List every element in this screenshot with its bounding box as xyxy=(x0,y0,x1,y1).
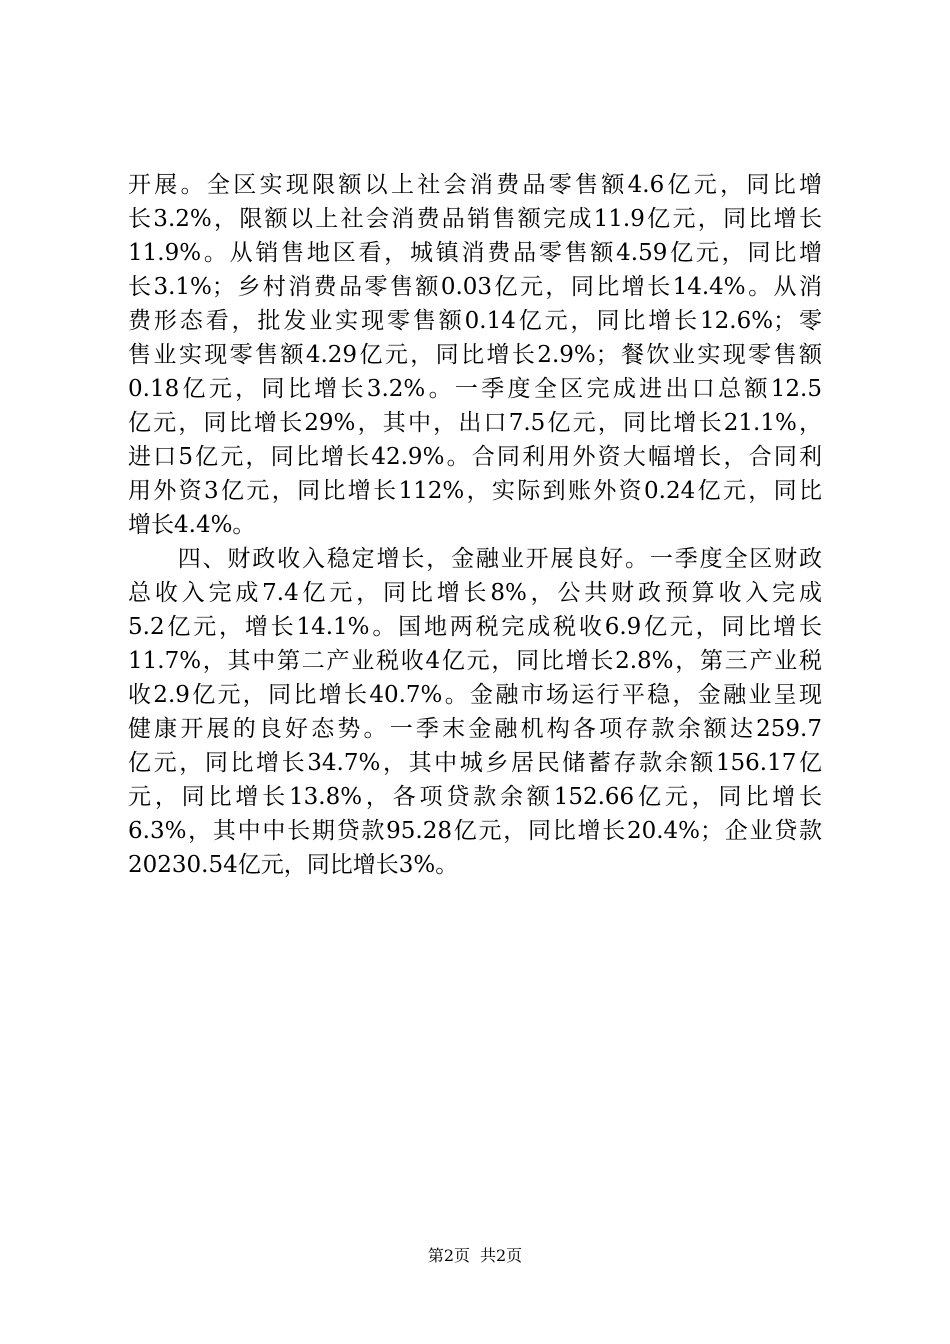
text-line: 亿元，同比增长29%，其中，出口7.5亿元，同比增长21.1%， xyxy=(128,410,822,436)
text-line: 11.9%。从销售地区看，城镇消费品零售额4.59亿元，同比增 xyxy=(128,240,822,266)
page-footer xyxy=(0,1244,950,1268)
page-total: 共2页 xyxy=(480,1246,523,1265)
text-line: 长3.1%；乡村消费品零售额0.03亿元，同比增长14.4%。从消 xyxy=(128,274,822,300)
text-line: 5.2亿元，增长14.1%。国地两税完成税收6.9亿元，同比增长 xyxy=(128,614,822,640)
text-line: 元，同比增长13.8%，各项贷款余额152.66亿元，同比增长 xyxy=(128,784,822,810)
text-line: 0.18亿元，同比增长3.2%。一季度全区完成进出口总额12.5 xyxy=(128,376,822,402)
text-line: 总收入完成7.4亿元，同比增长8%，公共财政预算收入完成 xyxy=(128,580,822,606)
page-number: 第2页 xyxy=(427,1246,470,1265)
text-line: 开展。全区实现限额以上社会消费品零售额4.6亿元，同比增 xyxy=(128,172,822,198)
text-line: 费形态看，批发业实现零售额0.14亿元，同比增长12.6%；零 xyxy=(128,308,822,334)
text-line: 收2.9亿元，同比增长40.7%。金融市场运行平稳，金融业呈现 xyxy=(128,682,822,708)
text-line: 长3.2%，限额以上社会消费品销售额完成11.9亿元，同比增长 xyxy=(128,206,822,232)
text-line: 四、财政收入稳定增长，金融业开展良好。一季度全区财政 xyxy=(128,546,822,572)
text-line: 亿元，同比增长34.7%，其中城乡居民储蓄存款余额156.17亿 xyxy=(128,750,822,776)
body-text xyxy=(128,168,822,882)
paragraph-1 xyxy=(128,168,822,542)
paragraph-2 xyxy=(128,542,822,882)
text-line: 健康开展的良好态势。一季末金融机构各项存款余额达259.7 xyxy=(128,716,822,742)
text-line: 20230.54亿元，同比增长3%。 xyxy=(128,852,459,878)
text-line: 进口5亿元，同比增长42.9%。合同利用外资大幅增长，合同利 xyxy=(128,444,822,470)
text-line: 6.3%，其中中长期贷款95.28亿元，同比增长20.4%；企业贷款 xyxy=(128,818,822,844)
text-line: 增长4.4%。 xyxy=(128,512,256,538)
text-line: 用外资3亿元，同比增长112%，实际到账外资0.24亿元，同比 xyxy=(128,478,822,504)
text-line: 11.7%，其中第二产业税收4亿元，同比增长2.8%，第三产业税 xyxy=(128,648,822,674)
text-line: 售业实现零售额4.29亿元，同比增长2.9%；餐饮业实现零售额 xyxy=(128,342,822,368)
